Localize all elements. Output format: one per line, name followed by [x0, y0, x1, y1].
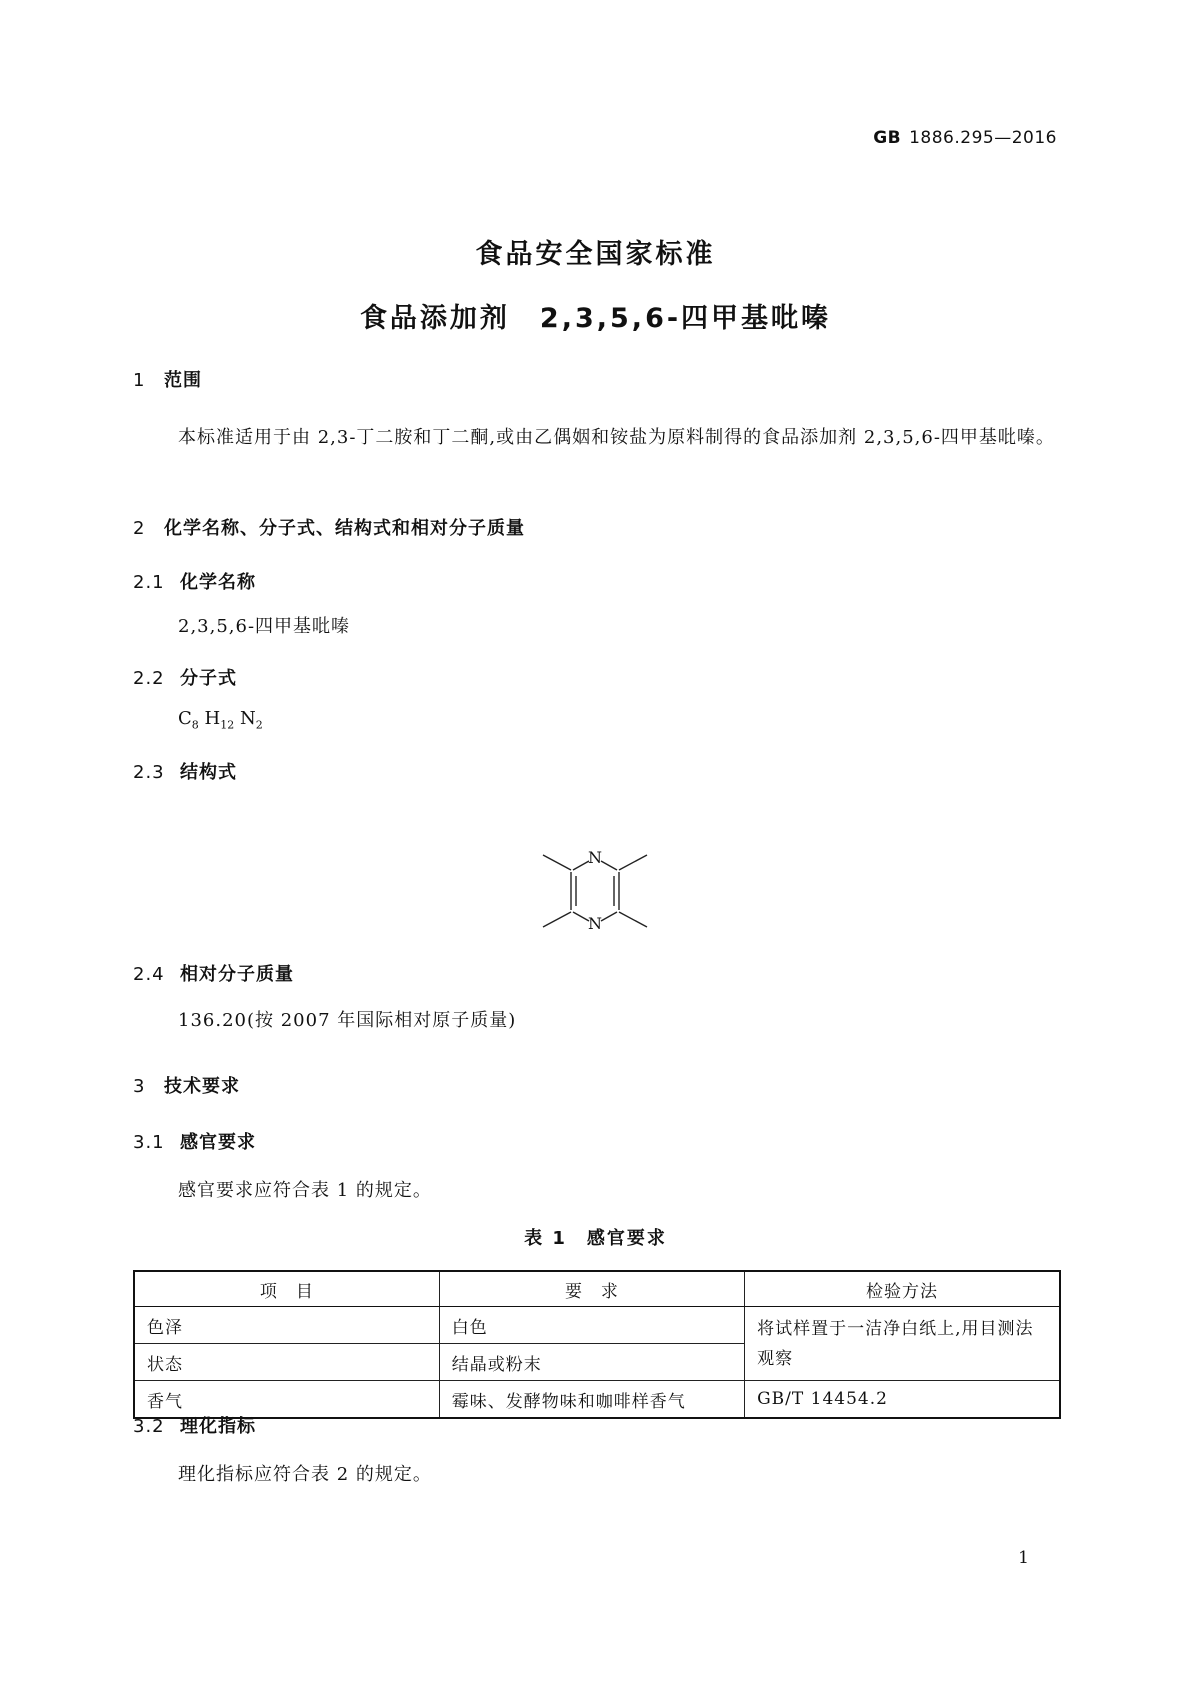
document-subtitle: 食品添加剂 2,3,5,6-四甲基吡嗪 — [359, 303, 832, 334]
formula-element: N — [239, 708, 256, 729]
method-cell: GB/T 14454.2 — [745, 1381, 1060, 1419]
table-row — [134, 1307, 1060, 1344]
section-2-4-heading — [133, 960, 294, 986]
nitrogen-atom-bottom: N — [588, 914, 602, 933]
structural-formula — [535, 846, 655, 936]
standard-number: 1886.295—2016 — [909, 128, 1057, 148]
section-title: 范围 — [164, 370, 202, 391]
section-title: 理化指标 — [180, 1416, 256, 1437]
table-row — [134, 1381, 1060, 1419]
method-cell: 将试样置于一洁净白纸上,用目测法观察 — [745, 1307, 1060, 1381]
section-number: 2 — [133, 518, 146, 539]
table-header-row — [134, 1271, 1060, 1307]
section-number: 3 — [133, 1076, 146, 1097]
section-3-1-heading — [133, 1128, 256, 1154]
molecular-mass: 136.20(按 2007 年国际相对原子质量) — [178, 1010, 517, 1031]
ring-bond — [601, 861, 617, 870]
physicochemical-requirement-text: 理化指标应符合表 2 的规定。 — [178, 1464, 432, 1485]
section-number: 2.3 — [133, 762, 165, 783]
item-cell: 香气 — [134, 1381, 439, 1419]
section-number: 2.2 — [133, 668, 165, 689]
table-1-caption: 表 1 感官要求 — [524, 1228, 667, 1249]
section-title: 技术要求 — [164, 1076, 240, 1097]
section-2-3-heading — [133, 758, 237, 784]
sensory-requirements-table — [133, 1270, 1061, 1419]
header-method: 检验方法 — [745, 1271, 1060, 1307]
section-number: 1 — [133, 370, 146, 391]
section-1-heading — [133, 366, 202, 392]
section-title: 化学名称 — [180, 572, 256, 593]
section-number: 3.1 — [133, 1132, 165, 1153]
methyl-bond — [619, 912, 647, 927]
section-2-heading — [133, 514, 525, 540]
formula-element: H — [204, 708, 221, 729]
formula-subscript: 12 — [220, 718, 235, 732]
standard-code — [873, 128, 1057, 148]
methyl-bond — [543, 912, 571, 927]
section-number: 2.4 — [133, 964, 165, 985]
section-title: 化学名称、分子式、结构式和相对分子质量 — [164, 518, 525, 539]
section-3-2-heading — [133, 1412, 256, 1438]
header-item: 项 目 — [134, 1271, 439, 1307]
scope-paragraph: 本标准适用于由 2,3-丁二胺和丁二酮,或由乙偶姻和铵盐为原料制得的食品添加剂 2,3,5,6-四甲基吡嗪。 — [178, 427, 1055, 448]
methyl-bond — [619, 855, 647, 870]
section-title: 结构式 — [180, 762, 237, 783]
section-2-1-heading — [133, 568, 256, 594]
ring-bond — [601, 912, 617, 921]
section-3-heading — [133, 1072, 240, 1098]
methyl-bond — [543, 855, 571, 870]
formula-element: C — [178, 708, 192, 729]
sensory-requirement-text: 感官要求应符合表 1 的规定。 — [178, 1180, 432, 1201]
section-title: 感官要求 — [180, 1132, 256, 1153]
section-title: 相对分子质量 — [180, 964, 294, 985]
document-title: 食品安全国家标准 — [475, 239, 716, 270]
requirement-cell: 白色 — [439, 1307, 744, 1344]
molecular-formula — [178, 708, 263, 732]
standard-prefix: GB — [873, 128, 902, 148]
formula-subscript: 8 — [191, 718, 199, 732]
chemical-name: 2,3,5,6-四甲基吡嗪 — [178, 616, 351, 637]
requirement-cell: 霉味、发酵物味和咖啡样香气 — [439, 1381, 744, 1419]
requirement-cell: 结晶或粉末 — [439, 1344, 744, 1381]
item-cell: 色泽 — [134, 1307, 439, 1344]
ring-bond — [573, 912, 589, 921]
section-number: 2.1 — [133, 572, 165, 593]
section-number: 3.2 — [133, 1416, 165, 1437]
page-number: 1 — [1018, 1548, 1029, 1568]
section-2-2-heading — [133, 664, 237, 690]
ring-bond — [573, 861, 589, 870]
formula-subscript: 2 — [255, 718, 263, 732]
item-cell: 状态 — [134, 1344, 439, 1381]
nitrogen-atom-top: N — [588, 848, 602, 867]
section-title: 分子式 — [180, 668, 237, 689]
header-requirement: 要 求 — [439, 1271, 744, 1307]
